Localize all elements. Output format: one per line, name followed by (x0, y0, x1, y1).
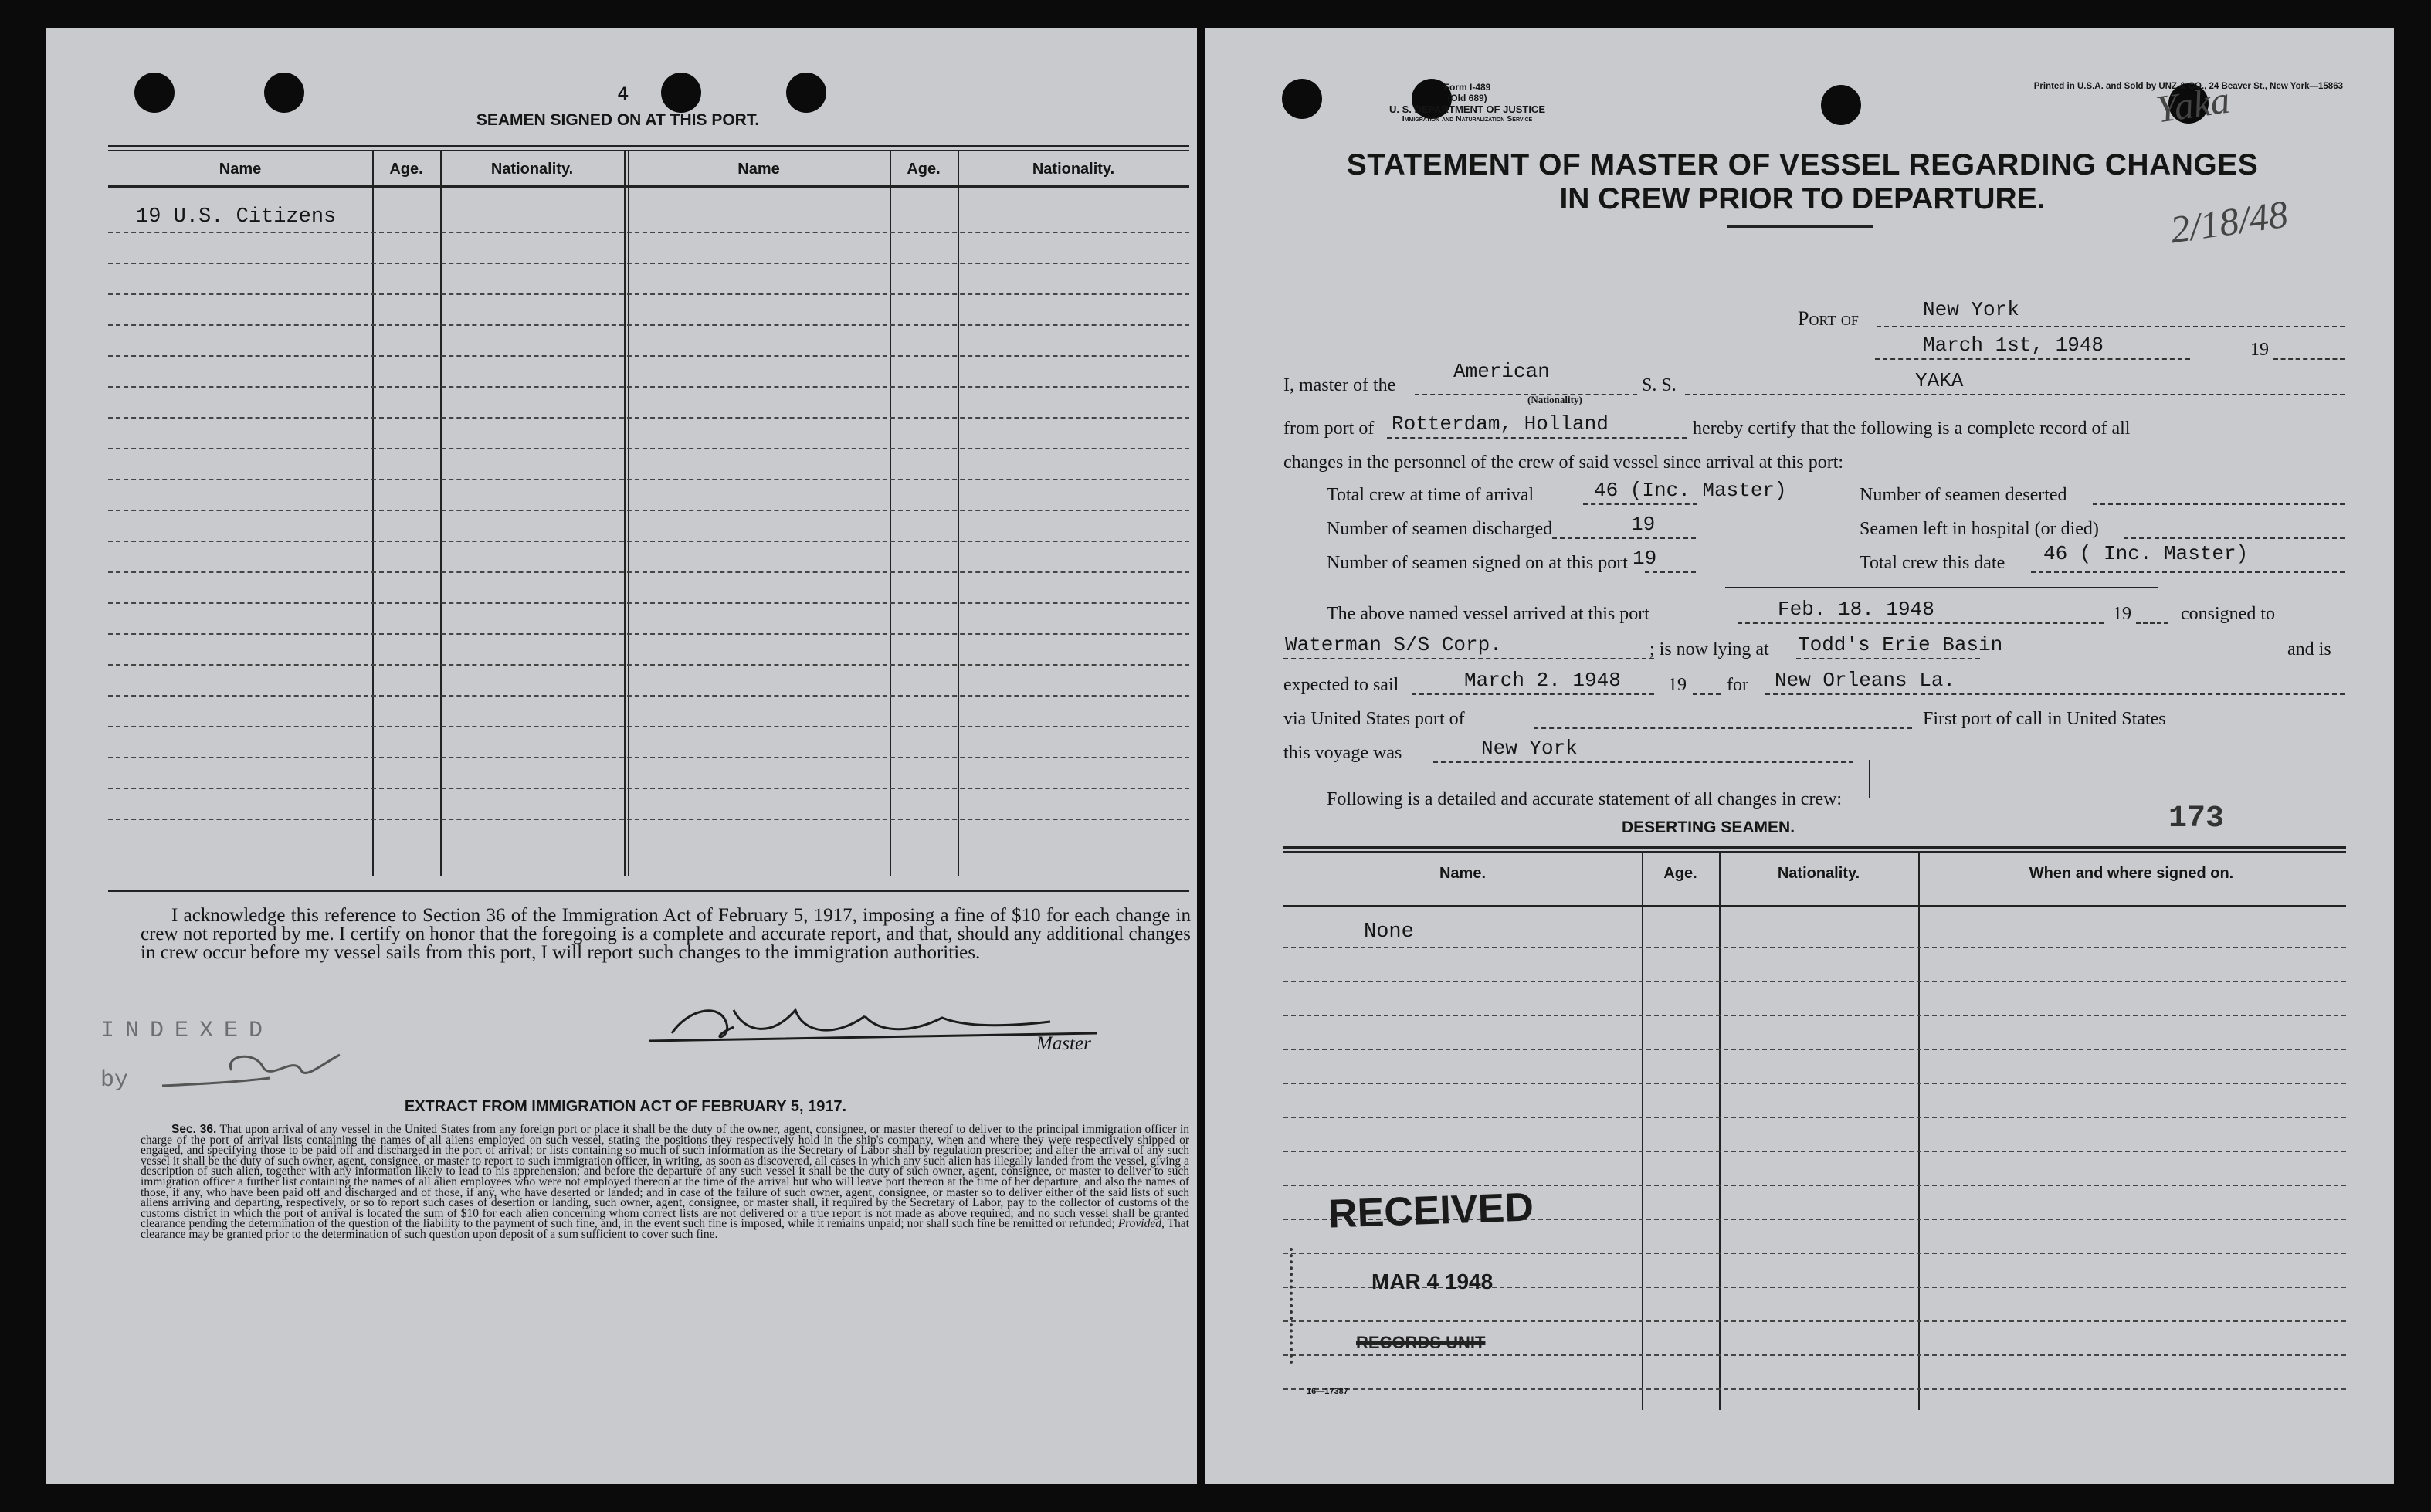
received-stamp-unit: RECORDS UNIT (1356, 1333, 1486, 1352)
column-header: When and where signed on. (2029, 865, 2234, 882)
discharged-label: Number of seamen discharged (1327, 519, 1553, 539)
column-header: Name (737, 161, 780, 178)
table-rule (1283, 947, 2346, 948)
expected-label: expected to sail (1283, 675, 1399, 695)
table-rule (108, 602, 1189, 604)
column-header: Age. (907, 161, 941, 178)
column-header: Nationality. (1777, 865, 1860, 882)
table-rule (1283, 1320, 2346, 1322)
punch-hole (786, 73, 826, 113)
from-port-value: Rotterdam, Holland (1392, 412, 1609, 436)
table-rule (108, 633, 1189, 635)
total-crew-label: Total crew at time of arrival (1327, 485, 1534, 505)
table-rule (1283, 1253, 2346, 1254)
signature-label: Master (1036, 1033, 1091, 1054)
nationality-value: American (1453, 360, 1550, 383)
footer-code: 16—17387 (1307, 1387, 1348, 1396)
nationality-caption: (Nationality) (1527, 394, 1582, 405)
arrived-label: The above named vessel arrived at this port (1327, 604, 1649, 624)
printer-line: Printed in U.S.A. and Sold by UNZ & CO., 24 Beaver St., New York—15863 (2033, 82, 2343, 91)
signed-on-label: Number of seamen signed on at this port (1327, 553, 1628, 573)
column-header: Name (219, 161, 262, 178)
form-title-line-1: STATEMENT OF MASTER OF VESSEL REGARDING CHANGES (1346, 148, 2259, 181)
form-title-line-2: IN CREW PRIOR TO DEPARTURE. (1559, 182, 2046, 215)
voyage-label: this voyage was (1283, 743, 1402, 763)
port-value: New York (1923, 298, 2019, 321)
section-title: SEAMEN SIGNED ON AT THIS PORT. (476, 111, 760, 129)
ship-name: YAKA (1915, 369, 1964, 392)
consignee-value: Waterman S/S Corp. (1285, 633, 1502, 656)
discharged-value: 19 (1631, 513, 1656, 536)
voyage-value: New York (1481, 737, 1578, 760)
table-rule (108, 788, 1189, 789)
signed-on-value: 19 (1633, 547, 1657, 570)
arrived-year-prefix: 19 (2113, 604, 2131, 624)
table-rule (108, 479, 1189, 480)
handwritten-date: 2/18/48 (2167, 192, 2290, 252)
expected-year-prefix: 19 (1668, 675, 1687, 695)
table-rule (1283, 1354, 2346, 1356)
table-rule (1283, 1151, 2346, 1152)
received-stamp-date: MAR 4 1948 (1371, 1270, 1494, 1293)
destination-value: New Orleans La. (1775, 669, 1956, 692)
ss-label: S. S. (1642, 375, 1677, 395)
table-rule (108, 695, 1189, 697)
table-rule (108, 263, 1189, 264)
table-rule (108, 355, 1189, 357)
arrived-value: Feb. 18. 1948 (1778, 598, 1934, 621)
port-label: Port of (1798, 307, 1859, 330)
certify-text: hereby certify that the following is a complete record of all (1693, 419, 2131, 439)
crew-entry: 19 U.S. Citizens (136, 205, 337, 229)
table-rule (108, 664, 1189, 666)
form-number: Form I-489 (1443, 82, 1491, 93)
deserted-label: Number of seamen deserted (1860, 485, 2067, 505)
total-date-value: 46 ( Inc. Master) (2043, 542, 2249, 565)
lying-label: ; is now lying at (1649, 639, 1769, 659)
for-label: for (1727, 675, 1748, 695)
table-rule (1283, 981, 2346, 982)
page-number: 4 (618, 83, 629, 104)
table-rule (108, 386, 1189, 388)
column-header: Age. (389, 161, 423, 178)
punch-hole (264, 73, 304, 113)
punch-hole (134, 73, 175, 113)
table-rule (1283, 1388, 2346, 1390)
master-label: I, master of the (1283, 375, 1396, 395)
number-stamp: 173 (2168, 802, 2225, 836)
table-rule (1283, 1049, 2346, 1050)
expected-value: March 2. 1948 (1464, 669, 1621, 692)
table-rule (108, 726, 1189, 727)
column-header: Nationality. (1032, 161, 1115, 178)
received-stamp: RECEIVED (1327, 1185, 1534, 1237)
lying-value: Todd's Erie Basin (1798, 633, 2003, 656)
and-is-label: and is (2287, 639, 2331, 659)
extract-text: Sec. 36. That upon arrival of any vessel in the United States from any foreign port or place it shall be the duty of the owner, agent, consignee, or master thereof to deliver to the principal immigration officer in charge of the port of arrival lists containing the names of all aliens employed on such vessel, stating the positions they respectively hold in the ship's company, when and where they were respectively shipped or engaged, and specifying those to be paid off and discharged in the port of arrival; or lists containing so much of such information as the Secretary of Labor shall by regulation prescribe; and after the arrival of any such vessel it shall be the duty of such owner, agent, consignee, or master to report to such immigration officer, in writing, as soon as discovered, all cases in which any such alien has illegally landed from the vessel, giving a description of such alien, together with any information likely to lead to his apprehension; and before the departure of any such vessel it shall be the duty of such owner, agent, consignee, or master to deliver to such immigration officer a further list containing the names of all alien employees who were not employed thereon at the time of the arrival but who will leave port thereon at the time of her departure, and also the names of those, if any, who have been paid off and discharged and of those, if any, who have deserted or landed; and in case of the failure of such owner, agent, consignee, or master so to deliver either of the said lists of such aliens arriving and departing, respectively, or so to report such cases of desertion or landing, such owner, agent, consignee, or master shall, if required by the Secretary of Labor, pay to the collector of customs of the customs district in which the port of arrival is located the sum of $10 for each alien concerning whom correct lists are not delivered or a true report is not made as above required; and no such vessel shall be granted clearance pending the determination of the question of the liability to the payment of such fine, and, in the event such fine is imposed, while it remains unpaid; nor shall such fine be remitted or refunded; Provided, That clearance may be granted prior to the determination of such question upon deposit of a sum sufficient to cover such fine. (141, 1123, 1189, 1241)
table-rule (108, 417, 1189, 419)
indexed-by-stamp: by (100, 1067, 129, 1093)
deserting-title: DESERTING SEAMEN. (1622, 819, 1795, 836)
table-entry: None (1364, 920, 1414, 944)
table-rule (108, 819, 1189, 820)
date-value: March 1st, 1948 (1923, 334, 2104, 357)
form-old-number: (Old 689) (1447, 93, 1487, 103)
year-prefix: 19 (2250, 340, 2269, 360)
table-rule (108, 510, 1189, 511)
total-crew-value: 46 (Inc. Master) (1594, 479, 1787, 502)
table-rule (108, 448, 1189, 449)
via-label: via United States port of (1283, 709, 1465, 729)
department-name: U. S. DEPARTMENT OF JUSTICE (1389, 103, 1545, 115)
right-page (1205, 28, 2394, 1484)
table-rule (108, 293, 1189, 295)
indexed-stamp: INDEXED (100, 1018, 274, 1044)
column-header: Nationality. (490, 161, 574, 178)
table-rule (108, 571, 1189, 573)
punch-hole (661, 73, 701, 113)
column-header: Age. (1663, 865, 1697, 882)
table-rule (1283, 1185, 2346, 1186)
table-rule (108, 757, 1189, 758)
table-rule (1283, 1083, 2346, 1084)
handwritten-ship-name: Yaka (2153, 77, 2233, 131)
table-rule (1283, 1015, 2346, 1016)
indexed-initials (147, 1039, 378, 1101)
acknowledgment-text: I acknowledge this reference to Section 36 of the Immigration Act of February 5, 1917, imposing a fine of $10 for each change in crew not reported by me. I certify on honor that the foregoing is a complete and accurate report, and that, should any additional changes in crew occur before my vessel sails from this port, I will report such changes to the immigration authorities. (141, 905, 1191, 963)
service-name: Immigration and Naturalization Service (1402, 114, 1533, 124)
column-header: Name. (1439, 865, 1487, 882)
table-rule (1283, 1117, 2346, 1118)
hospital-label: Seamen left in hospital (or died) (1860, 519, 2099, 539)
changes-text: changes in the personnel of the crew of said vessel since arrival at this port: (1283, 453, 1844, 473)
following-text: Following is a detailed and accurate statement of all changes in crew: (1327, 789, 1843, 809)
table-rule (108, 324, 1189, 326)
from-port-label: from port of (1283, 419, 1375, 439)
consigned-label: consigned to (2181, 604, 2275, 624)
table-rule (108, 232, 1189, 233)
extract-title: EXTRACT FROM IMMIGRATION ACT OF FEBRUARY 5, 1917. (404, 1098, 847, 1115)
left-page (46, 28, 1197, 1484)
first-port-label: First port of call in United States (1923, 709, 2166, 729)
table-rule (108, 541, 1189, 542)
total-date-label: Total crew this date (1860, 553, 2005, 573)
